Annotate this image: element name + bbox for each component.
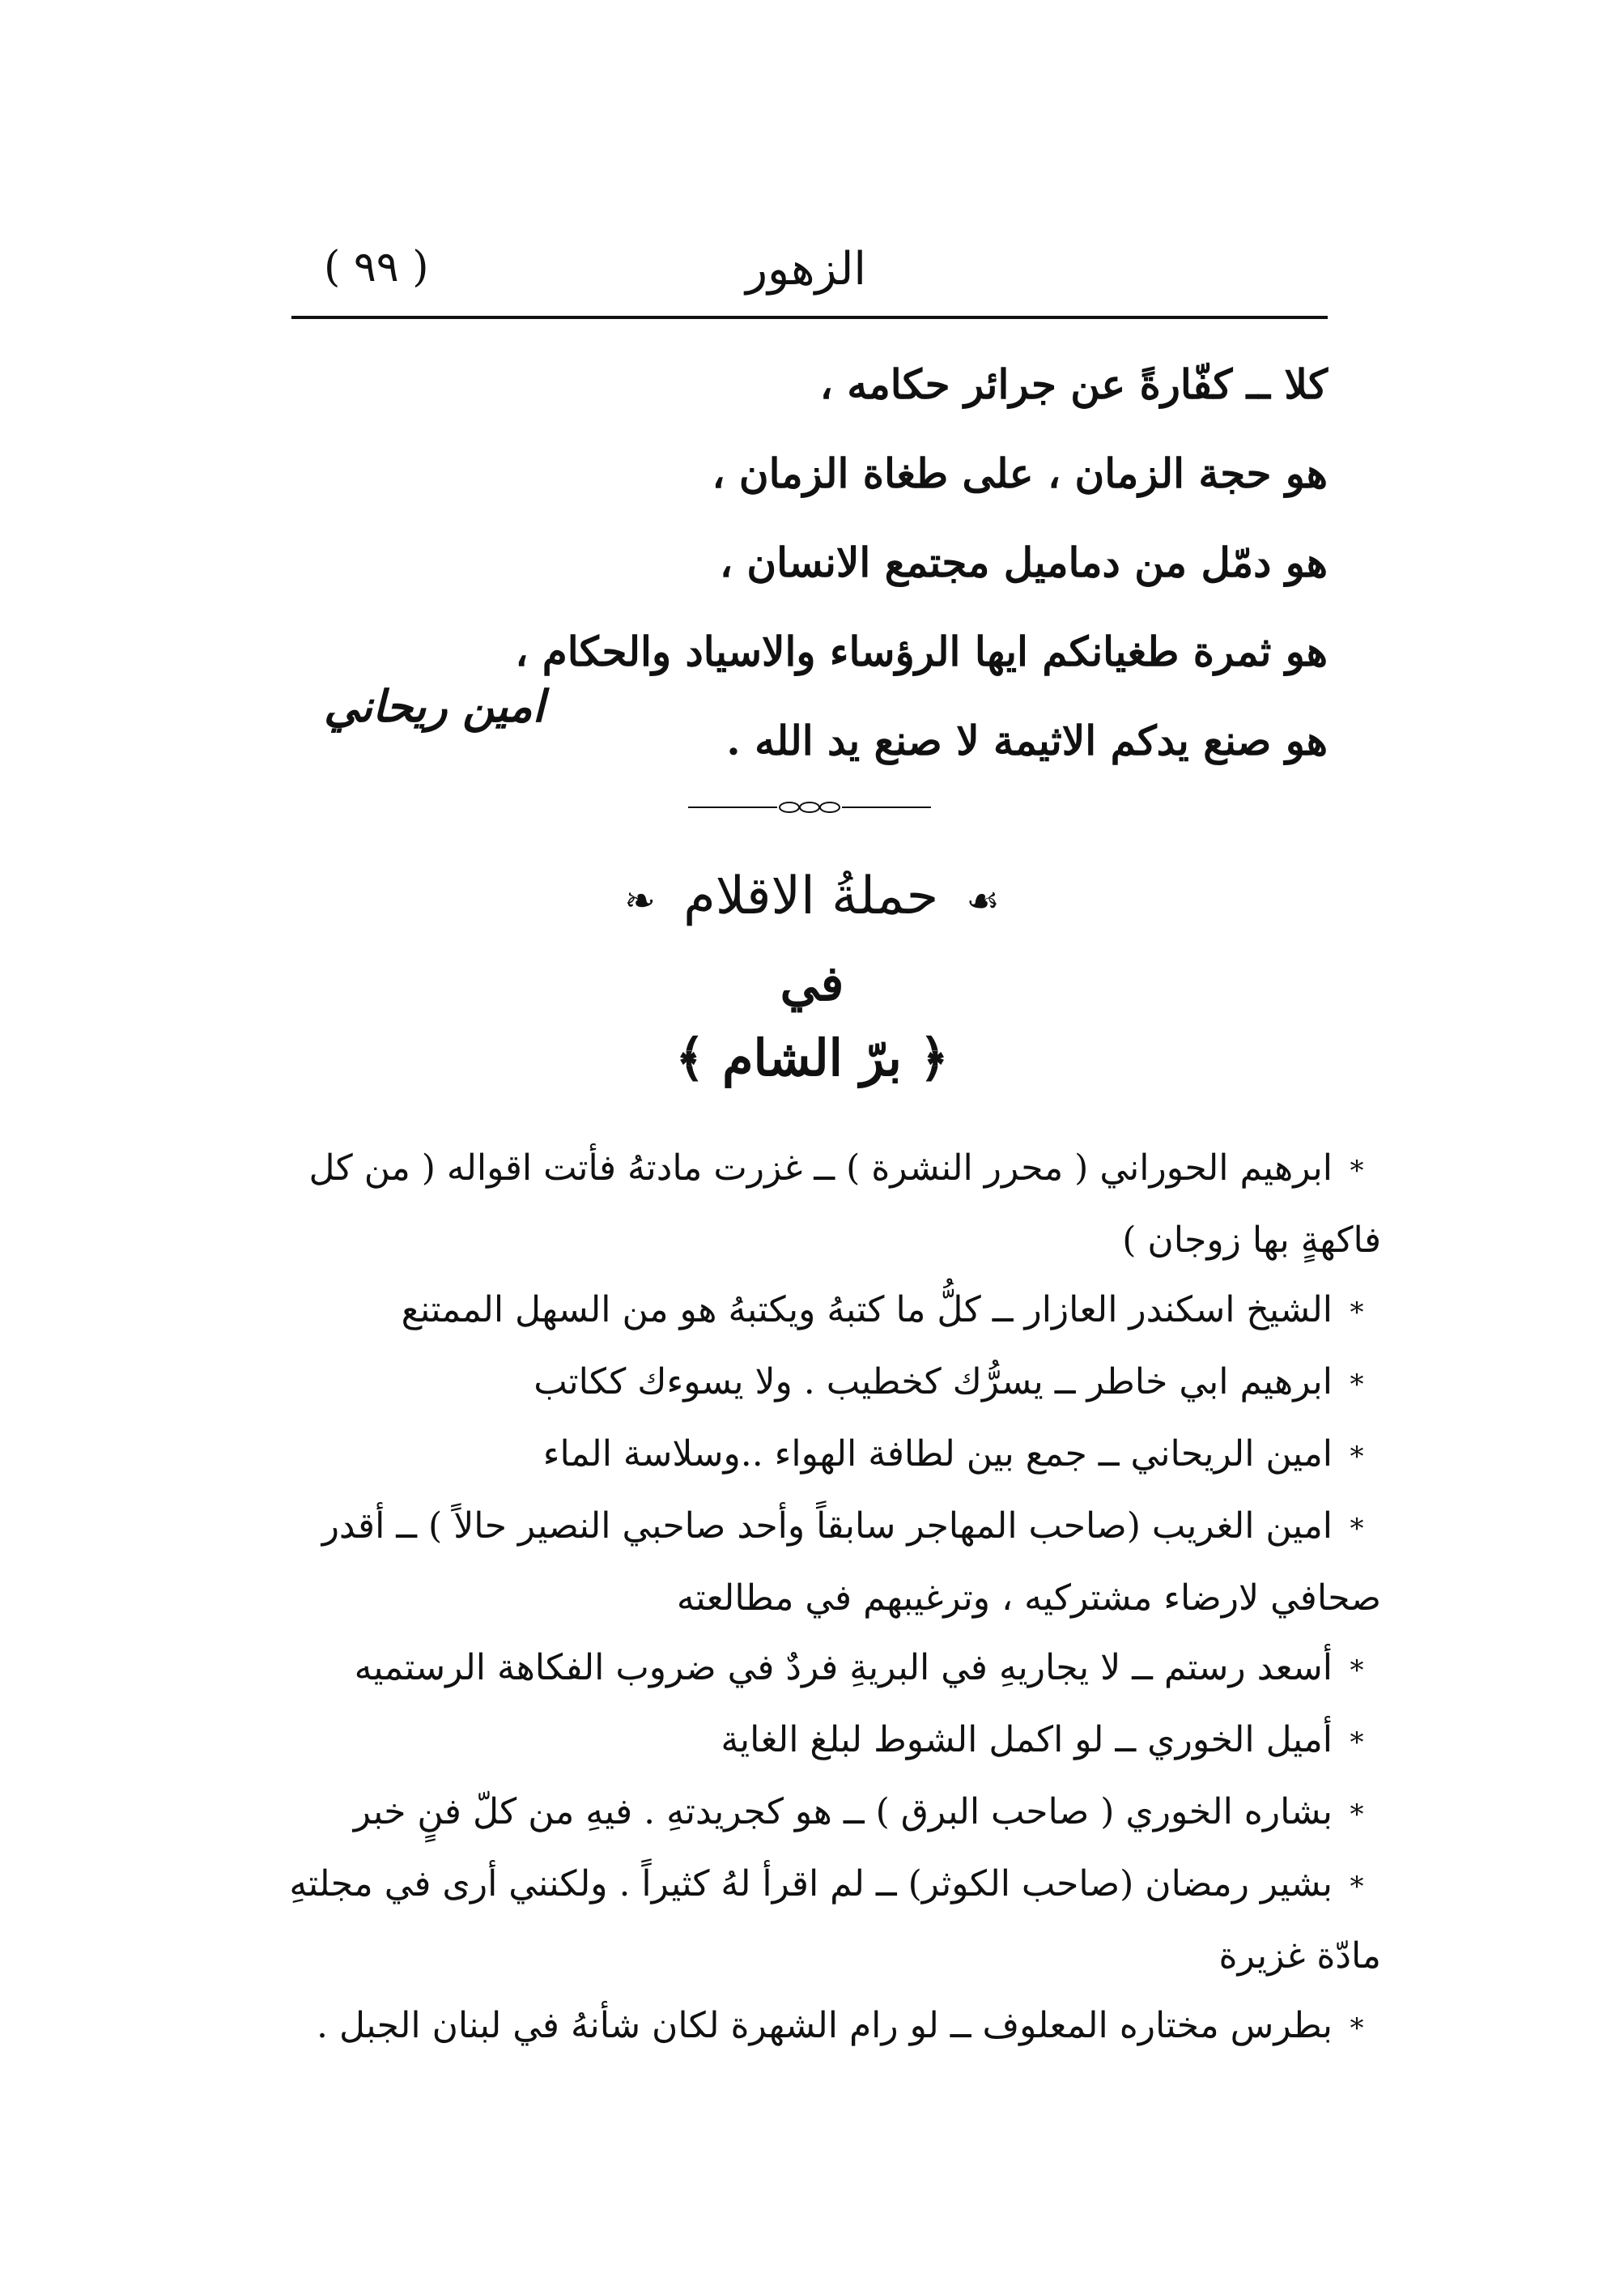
entry-text: ابرهيم الحوراني ( محرر النشرة ) ــ غزرت مادتهُ فأتت اقواله ( من كل	[308, 1147, 1333, 1189]
list-item	[280, 1492, 1381, 1633]
star-bullet-icon: *	[1350, 1441, 1364, 1473]
ornament-left-icon: ❧	[624, 879, 656, 922]
star-bullet-icon: *	[1350, 1726, 1364, 1759]
list-item	[280, 1347, 1381, 1419]
divider-ornament-icon	[688, 798, 931, 817]
author-signature: امين ريحاني	[324, 680, 545, 732]
entry-text: امين الغريب (صاحب المهاجر سابقاً وأحد صاحبي النصير حالاً ) ــ أقدر	[321, 1505, 1333, 1547]
entry-text: فاكهةٍ بها زوجان )	[1122, 1219, 1381, 1261]
entry-text: بطرس مختاره المعلوف ــ لو رام الشهرة لكان شأنهُ في لبنان الجبل .	[317, 2005, 1333, 2046]
section-subtitle: في	[780, 955, 844, 1012]
section-title	[0, 866, 1624, 926]
entry-text: بشاره الخوري ( صاحب البرق ) ــ هو كجريدتهِ . فيهِ من كلّ فنٍ خبر	[353, 1791, 1333, 1832]
page-number: ( ٩٩ )	[324, 243, 429, 292]
entry-text: الشيخ اسكندر العازار ــ كلُّ ما كتبهُ ويكتبهُ هو من السهل الممتنع	[401, 1289, 1333, 1330]
star-bullet-icon: *	[1350, 2012, 1364, 2045]
list-item	[280, 1849, 1381, 1991]
star-bullet-icon: *	[1350, 1513, 1364, 1545]
ornament-right-icon: ☙	[966, 879, 1000, 922]
poem-line: كلا ــ كفّارةً عن جرائر حكامه ،	[819, 360, 1328, 408]
star-bullet-icon: *	[1350, 1155, 1364, 1187]
star-bullet-icon: *	[1350, 1871, 1364, 1903]
running-title: الزهور	[745, 243, 866, 296]
star-bullet-icon: *	[1350, 1798, 1364, 1831]
entry-text: أميل الخوري ــ لو اكمل الشوط لبلغ الغاية	[721, 1719, 1333, 1760]
list-item	[280, 1419, 1381, 1492]
entry-text: امين الريحاني ــ جمع بين لطافة الهواء ..وسلاسة الماء	[542, 1433, 1333, 1475]
page-header	[291, 243, 1328, 308]
list-item	[280, 1275, 1381, 1347]
entry-text: ابرهيم ابي خاطر ــ يسرُّك كخطيب . ولا يسوءك ككاتب	[534, 1361, 1333, 1402]
poem-line: هو دمّل من دماميل مجتمع الانسان ،	[719, 538, 1328, 586]
star-bullet-icon: *	[1350, 1296, 1364, 1329]
poem-line: هو حجة الزمان ، على طغاة الزمان ،	[712, 449, 1328, 497]
entry-text: أسعد رستم ــ لا يجاريهِ في البريةِ فردٌ في ضروب الفكاهة الرستميه	[354, 1647, 1333, 1688]
list-item	[280, 1777, 1381, 1849]
list-item	[280, 1705, 1381, 1777]
entries-list	[280, 1134, 1381, 2063]
section-subtitle-region: ﴿ برّ الشام ﴾	[675, 1028, 949, 1087]
entry-text: بشير رمضان (صاحب الكوثر) ــ لم اقرأ لهُ كثيراً . ولكنني أرى في مجلتهِ	[289, 1863, 1333, 1905]
star-bullet-icon: *	[1350, 1368, 1364, 1401]
poem-line: هو صنع يدكم الاثيمة لا صنع يد الله .	[726, 717, 1328, 764]
entry-text: صحافي لارضاء مشتركيه ، وترغيبهم في مطالعته	[676, 1577, 1381, 1619]
list-item	[280, 1134, 1381, 1275]
poem-line: هو ثمرة طغيانكم ايها الرؤساء والاسياد والحكام ،	[515, 628, 1328, 675]
entry-text: مادّة غزيرة	[1218, 1935, 1381, 1977]
header-rule	[291, 316, 1328, 319]
section-title-text: حملةُ الاقلام	[683, 866, 939, 926]
list-item	[280, 1633, 1381, 1705]
star-bullet-icon: *	[1350, 1654, 1364, 1687]
list-item	[280, 1991, 1381, 2063]
